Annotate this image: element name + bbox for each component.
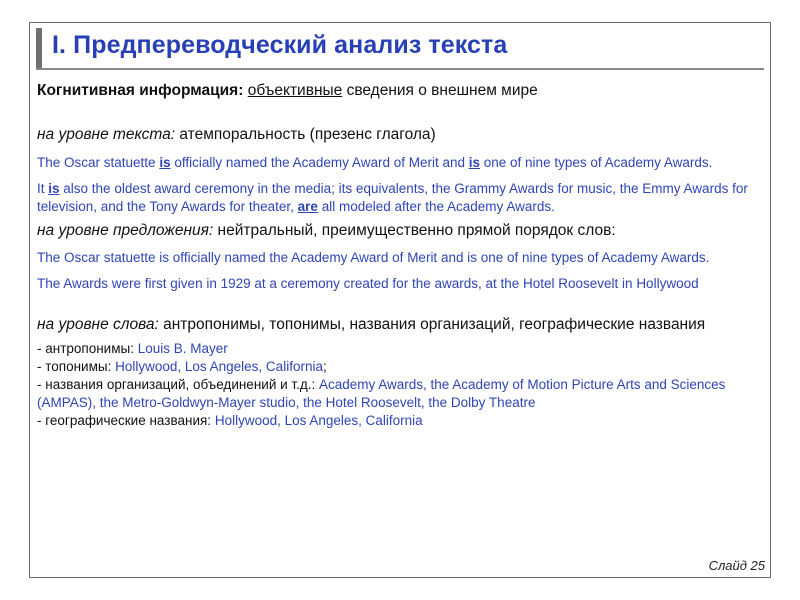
list-item-value: Hollywood, Los Angeles, California [214, 413, 423, 428]
text-level-label: на уровне текста: [37, 126, 176, 143]
word-level-desc: антропонимы, топонимы, названия организаций, географические названия [163, 316, 706, 333]
example-text: all modeled after the Academy Awards. [317, 199, 555, 214]
cognitive-info-label: Когнитивная информация: [37, 82, 244, 99]
cognitive-info-underlined: объективные [247, 82, 343, 99]
example-text: one of nine types of Academy Awards. [480, 155, 713, 170]
word-level-label: на уровне слова: [37, 316, 159, 333]
highlighted-verb: is [48, 181, 60, 196]
example-text: The Oscar statuette [37, 155, 160, 170]
sentence-level-example-2: The Awards were first given in 1929 at a ceremony created for the awards, at the Hotel Roosevelt in Hollywood [37, 276, 699, 291]
list-item-label: - антропонимы: [37, 341, 138, 356]
sentence-level-example-1: The Oscar statuette is officially named the Academy Award of Merit and is one of nine types of Academy Awards. [37, 250, 710, 265]
highlighted-verb: is [468, 155, 481, 170]
sentence-level-label: на уровне предложения: [37, 222, 214, 239]
list-item-value: Louis B. Mayer [137, 341, 228, 356]
text-level-example-1 [37, 154, 765, 172]
example-text: also the oldest award ceremony in the media; its equivalents, the Grammy Awards for music, the Emmy Awards for television, and the Tony Awards for theater, [37, 181, 748, 214]
slide-content [37, 81, 765, 430]
header-accent-bar [36, 28, 42, 68]
sentence-level-desc: нейтральный, преимущественно прямой порядок слов: [217, 222, 616, 239]
highlighted-verb: is [159, 155, 171, 170]
slide-number: Слайд 25 [708, 558, 765, 573]
example-text: It [37, 181, 49, 196]
list-item [37, 412, 765, 430]
list-item [37, 358, 765, 376]
highlighted-verb: are [297, 199, 318, 214]
word-level-list [37, 340, 765, 430]
text-level-line [37, 125, 765, 145]
list-item-suffix: ; [322, 359, 327, 374]
list-item-value: Academy Awards, the Academy of Motion Picture Arts and Sciences (AMPAS), the Metro-Goldwyn-Mayer studio, the Hotel Roosevelt, the Dolby Theatre [37, 377, 726, 410]
list-item-label: - названия организаций, объединений и т.д.: [37, 377, 319, 392]
cognitive-info-line [37, 81, 765, 101]
word-level-line [37, 315, 765, 335]
list-item [37, 376, 765, 412]
slide-title: I. Предпереводческий анализ текста [52, 31, 508, 59]
slide-header [36, 28, 764, 70]
sentence-level-line [37, 221, 765, 241]
cognitive-info-rest: сведения о внешнем мире [346, 82, 538, 99]
list-item-label: - географические названия: [37, 413, 215, 428]
list-item [37, 340, 765, 358]
list-item-label: - топонимы: [37, 359, 116, 374]
text-level-desc: атемпоральность (презенс глагола) [179, 126, 436, 143]
example-text: officially named the Academy Award of Merit and [170, 155, 469, 170]
list-item-value: Hollywood, Los Angeles, California [115, 359, 323, 374]
text-level-example-2 [37, 180, 765, 216]
